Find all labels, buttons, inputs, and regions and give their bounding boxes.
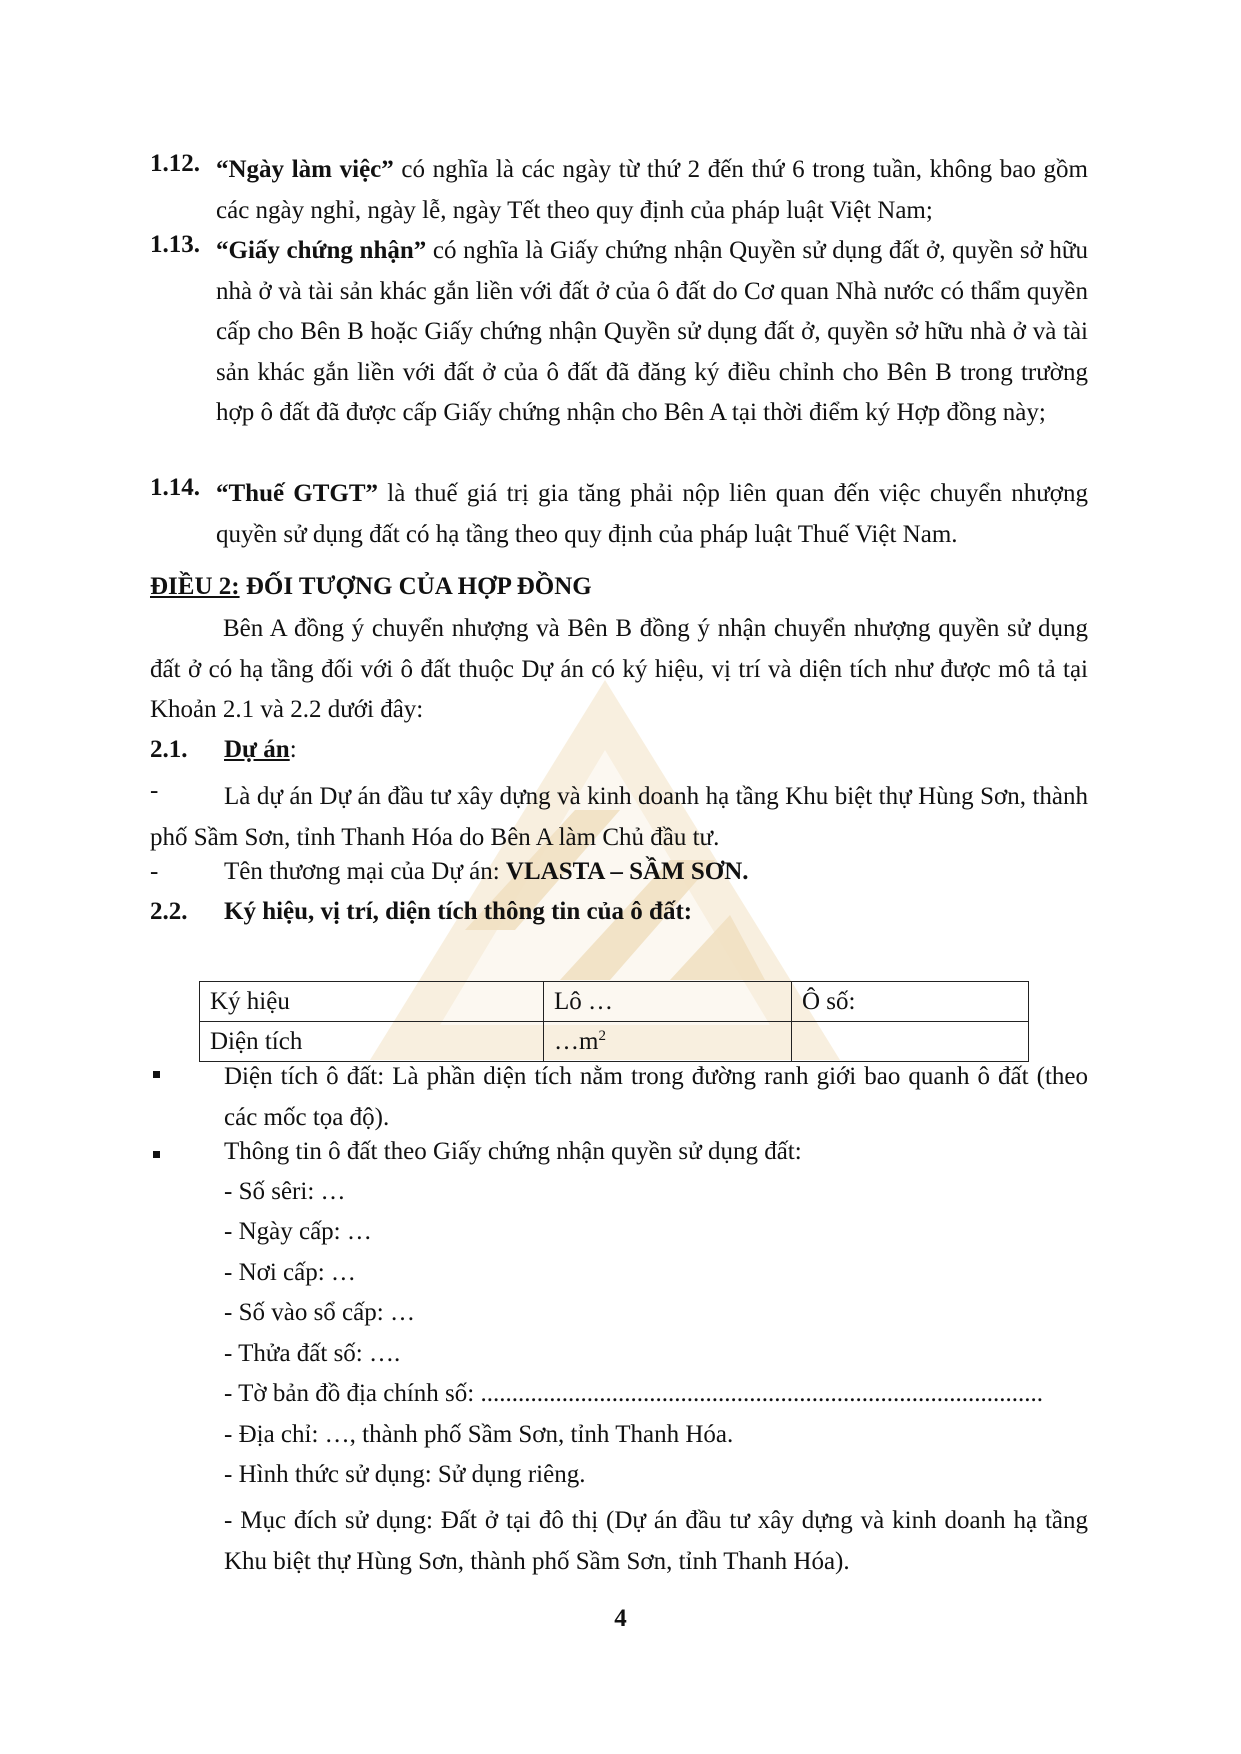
definition-item (216, 474, 1088, 555)
article-heading (150, 573, 592, 601)
section-title-colon: : (289, 736, 297, 763)
table-cell: Diện tích (200, 1022, 544, 1062)
section-title: Ký hiệu, vị trí, diện tích thông tin của ô đất: (224, 898, 693, 925)
table-cell: Lô … (544, 982, 792, 1022)
info-issue-place: - Nơi cấp: … (224, 1259, 356, 1286)
bullet-area-definition: Diện tích ô đất: Là phần diện tích nằm trong đường ranh giới bao quanh ô đất (theo các mốc tọa độ). (224, 1063, 1088, 1131)
dash-marker: - (150, 777, 159, 804)
article-intro: Bên A đồng ý chuyển nhượng và Bên B đồng ý nhận chuyển nhượng quyền sử dụng đất ở có hạ tầng đối với ô đất thuộc Dự án có ký hiệu, vị trí và diện tích như được mô tả tại Khoản 2.1 và 2.2 dưới đây: (150, 615, 1088, 723)
definition-body: có nghĩa là các ngày từ thứ 2 đến thứ 6 trong tuần, không bao gồm các ngày nghỉ, ngày lễ, ngày Tết theo quy định của pháp luật Việt Nam; (216, 156, 1088, 224)
square-bullet-icon (153, 1071, 160, 1078)
info-parcel-number: - Thửa đất số: …. (224, 1340, 401, 1367)
dash-marker: - (150, 858, 159, 885)
definition-body: là thuế giá trị gia tăng phải nộp liên quan đến việc chuyển nhượng quyền sử dụng đất có hạ tầng theo quy định của pháp luật Thuế Việt Nam. (216, 480, 1089, 548)
info-cadastral-map: - Tờ bản đồ địa chính số: .......................................................................................... (224, 1380, 1043, 1407)
definition-number: 1.12. (150, 150, 200, 177)
area-unit-exponent: 2 (598, 1027, 606, 1044)
info-serial: - Số sêri: … (224, 1178, 346, 1205)
info-usage-form: - Hình thức sử dụng: Sử dụng riêng. (224, 1461, 586, 1488)
info-register-number: - Số vào sổ cấp: … (224, 1299, 415, 1326)
info-issue-date: - Ngày cấp: … (224, 1218, 372, 1245)
section-number: 2.2. (150, 898, 188, 925)
definition-number: 1.13. (150, 231, 200, 258)
definition-number: 1.14. (150, 474, 200, 501)
area-value: …m (554, 1027, 599, 1055)
bullet-certificate-info: Thông tin ô đất theo Giấy chứng nhận quyền sử dụng đất: (224, 1138, 802, 1165)
info-usage-purpose: - Mục đích sử dụng: Đất ở tại đô thị (Dự án đầu tư xây dựng và kinh doanh hạ tầng Khu biệt thự Hùng Sơn, thành phố Sầm Sơn, tỉnh Thanh Hóa). (224, 1507, 1088, 1575)
table-row (200, 1022, 1029, 1062)
square-bullet-icon (153, 1151, 160, 1158)
section-number: 2.1. (150, 736, 188, 763)
page-number: 4 (614, 1605, 627, 1632)
lot-table (199, 981, 1029, 1062)
article-title: ĐỐI TƯỢNG CỦA HỢP ĐỒNG (239, 573, 592, 600)
table-cell (792, 1022, 1029, 1062)
definition-term: “Thuế GTGT” (216, 480, 379, 507)
trade-name-label: Tên thương mại của Dự án: (224, 858, 506, 885)
article-label: ĐIỀU 2: (150, 573, 240, 600)
table-cell: Ký hiệu (200, 982, 544, 1022)
section-title (224, 736, 297, 764)
definition-item (216, 231, 1088, 434)
definition-term: “Giấy chứng nhận” (216, 237, 427, 264)
project-trade-name (224, 858, 749, 886)
table-cell: Ô số: (792, 982, 1029, 1022)
definition-term: “Ngày làm việc” (216, 156, 394, 183)
table-row (200, 982, 1029, 1022)
definition-body: có nghĩa là Giấy chứng nhận Quyền sử dụng đất ở, quyền sở hữu nhà ở và tài sản khác gắn liền với đất ở của ô đất do Cơ quan Nhà nước có thẩm quyền cấp cho Bên B hoặc Giấy chứng nhận Quyền sử dụng đất ở, quyền sở hữu nhà ở và tài sản khác gắn liền với đất ở của ô đất đã đăng ký điều chỉnh cho Bên B trong trường hợp ô đất đã được cấp Giấy chứng nhận cho Bên A tại thời điểm ký Hợp đồng này; (216, 237, 1088, 426)
section-title-text: Dự án (224, 736, 290, 763)
info-address: - Địa chỉ: …, thành phố Sầm Sơn, tỉnh Thanh Hóa. (224, 1421, 734, 1448)
trade-name-value: VLASTA – SẦM SƠN. (505, 858, 749, 885)
table-cell (544, 1022, 792, 1062)
definition-item (216, 150, 1088, 231)
project-description: Là dự án Dự án đầu tư xây dựng và kinh doanh hạ tầng Khu biệt thự Hùng Sơn, thành phố Sầm Sơn, tỉnh Thanh Hóa do Bên A làm Chủ đầu tư. (150, 783, 1088, 851)
